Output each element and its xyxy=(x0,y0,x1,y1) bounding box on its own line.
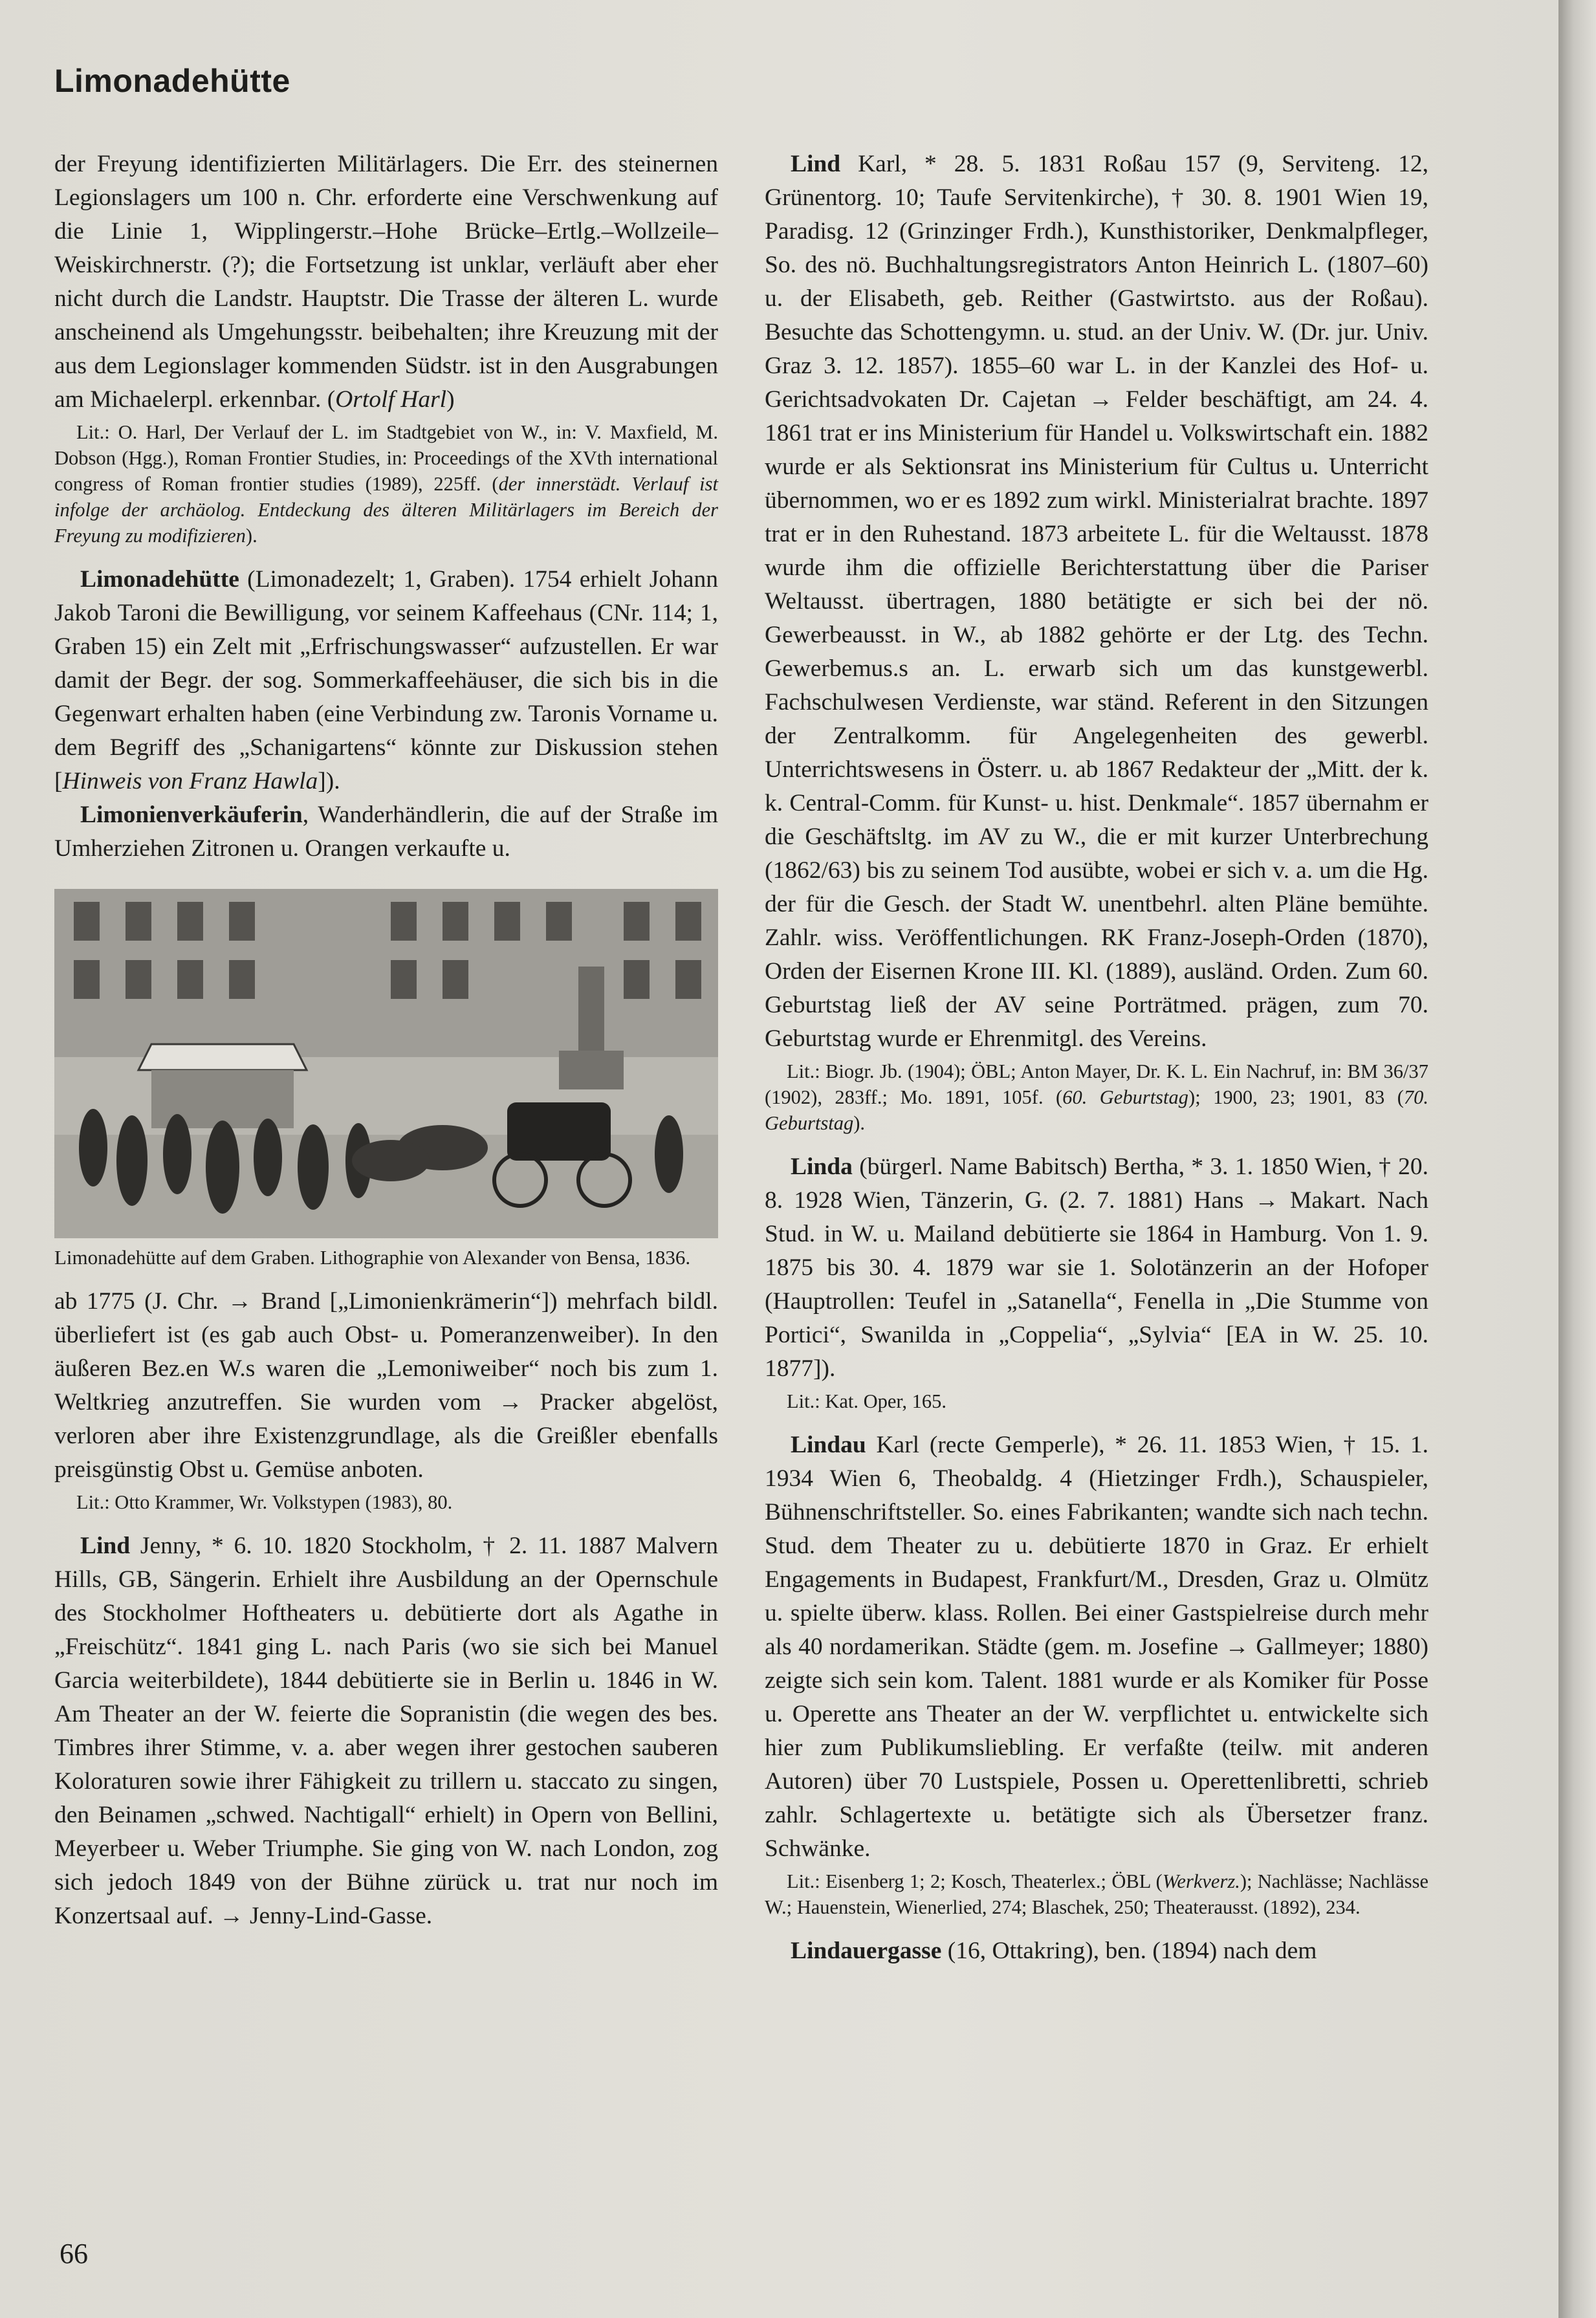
lithograph-figure xyxy=(54,889,718,1271)
hint-note: Hinweis von Franz Hawla xyxy=(62,768,318,794)
entry-headword: Lindau xyxy=(791,1432,866,1458)
running-header: Limonadehütte xyxy=(54,63,290,99)
continuation-text: der Freyung identifizierten Militärlagers. Die Err. des steinernen Legionslagers um 100 n. Chr. erforderte eine Verschwenkung auf die Linie 1, Wipplingerstr.–Hohe Brücke–Ertlg.–Wollzeile–Weiskirchnerstr. (?); die Fortsetzung ist unklar, verläuft aber eher nicht durch die Landstr. Hauptstr. Die Trasse der älteren L. wurde anscheinend als Umgehungsstr. beibehalten; ihre Kreuzung mit der aus dem Legionslager kommenden Südstr. ist in den Ausgrabungen am Michaelerpl. erkennbar. ( xyxy=(54,151,718,413)
left-column xyxy=(54,148,718,1933)
figure-caption: Limonadehütte auf dem Graben. Lithographie von Alexander von Bensa, 1836. xyxy=(54,1246,691,1269)
entry-limonienverkaeuferin-cont: ab 1775 (J. Chr. → Brand [„Limonienkrämerin“]) mehrfach bildl. überliefert ist (es gab auch Obst- u. Pomeranzenweiber). In den äußeren Bez.en W.s waren die „Lemoniweiber“ noch bis zum 1. Weltkrieg anzutreffen. Sie wurden vom → Pracker abgelöst, verloren aber ihre Existenzgrundlage, als die Greißler ebenfalls preisgünstig Obst u. Gemüse anboten. xyxy=(54,1288,718,1483)
entry-limonadehuette: Limonadehütte (Limonadezelt; 1, Graben). 1754 erhielt Johann Jakob Taroni die Bewilligung, vor seinem Kaffeehaus (CNr. 114; 1, Graben 15) ein Zelt mit „Erfrischungswasser“ aufzustellen. Er war damit der Begr. der sog. Sommerkaffeehäuser, die sich bis in die Gegenwart erhalten haben (eine Verbindung zw. Taronis Vorname u. dem Begriff des „Schanigartens“ könnte zur Diskussion stehen [Hinweis von Franz Hawla]). xyxy=(54,566,718,794)
entry-lindauergasse: Lindauergasse (16, Ottakring), ben. (1894) nach dem xyxy=(791,1938,1317,1964)
entry-headword: Linda xyxy=(791,1154,853,1180)
author-signature: Ortolf Harl xyxy=(335,386,447,413)
entry-continuation: der Freyung identifizierten Militärlagers. Die Err. des steinernen Legionslagers um 100 n. Chr. erforderte eine Verschwenkung auf die Linie 1, Wipplingerstr.–Hohe Brücke–Ertlg.–Wollzeile–Weiskirchnerstr. (?); die Fortsetzung ist unklar, verläuft aber eher nicht durch die Landstr. Hauptstr. Die Trasse der älteren L. wurde anscheinend als Umgehungsstr. beibehalten; ihre Kreuzung mit der aus dem Legionslager kommenden Südstr. ist in den Ausgrabungen am Michaelerpl. erkennbar. (Ortolf Harl) xyxy=(54,151,718,413)
literature-reference: Lit.: Biogr. Jb. (1904); ÖBL; Anton Mayer, Dr. K. L. Ein Nachruf, in: BM 36/37 (1902), 283ff.; Mo. 1891, 105f. (60. Geburtstag); 1900, 23; 1901, 83 (70. Geburtstag). xyxy=(765,1060,1428,1134)
literature-reference: Lit.: O. Harl, Der Verlauf der L. im Stadtgebiet von W., in: V. Maxfield, M. Dobson (Hgg.), Roman Frontier Studies, in: Proceedings of the XVth international congress of Roman frontier studies (1989), 225ff. (der innerstädt. Verlauf ist infolge der archäolog. Entdeckung des älteren Militärlagers im Bereich der Freyung zu modifizieren). xyxy=(54,421,718,547)
entry-headword: Lind xyxy=(80,1533,131,1559)
entry-linda: Linda (bürgerl. Name Babitsch) Bertha, * 3. 1. 1850 Wien, † 20. 8. 1928 Wien, Tänzerin, G. (2. 7. 1881) Hans → Makart. Nach Stud. in W. u. Mailand debütierte sie 1864 in Hamburg. Von 1. 9. 1875 bis 30. 4. 1879 war sie 1. Solotänzerin an der Hofoper (Hauptrollen: Teufel in „Satanella“, Fenella in „Die Stumme von Portici“, Swanilda in „Coppelia“, „Sylvia“ [EA in W. 25. 10. 1877]). xyxy=(765,1154,1428,1382)
literature-reference: Lit.: Otto Krammer, Wr. Volkstypen (1983), 80. xyxy=(76,1491,453,1513)
lithograph-image xyxy=(54,889,718,1238)
book-spine-shadow xyxy=(1558,0,1596,2318)
literature-reference: Lit.: Eisenberg 1; 2; Kosch, Theaterlex.; ÖBL (Werkverz.); Nachlässe; Nachlässe W.; Hauenstein, Wienerlied, 274; Blaschek, 250; Theaterausst. (1892), 234. xyxy=(765,1870,1429,1918)
entry-headword: Limonadehütte xyxy=(80,566,239,593)
entry-headword: Limonienverkäuferin xyxy=(80,802,303,828)
entry-headword: Lindauergasse xyxy=(791,1938,942,1964)
entry-headword: Lind xyxy=(791,151,841,177)
right-column xyxy=(765,148,1428,1968)
literature-note: der innerstädt. Verlauf ist infolge der archäolog. Entdeckung des älteren Militärlagers im Bereich der Freyung zu modifizieren xyxy=(54,473,718,547)
entry-limonienverkaeuferin: Limonienverkäuferin, Wanderhändlerin, die auf der Straße im Umherziehen Zitronen u. Orangen verkaufte u. xyxy=(54,802,718,862)
page-number: 66 xyxy=(60,2238,88,2269)
literature-reference: Lit.: Kat. Oper, 165. xyxy=(787,1390,946,1412)
entry-lind-jenny: Lind Jenny, * 6. 10. 1820 Stockholm, † 2. 11. 1887 Malvern Hills, GB, Sängerin. Erhielt ihre Ausbildung an der Opernschule des Stockholmer Hoftheaters u. debütierte dort als Agathe in „Freischütz“. 1841 ging L. nach Paris (wo sie sich bei Manuel Garcia weiterbildete), 1844 debütierte sie in Berlin u. 1846 in W. Am Theater an der W. feierte die Sopranistin (die wegen des bes. Timbres ihrer Stimme, v. a. aber wegen ihrer gestochen sauberen Koloraturen sowie ihrer Fähigkeit zu trillern u. staccato zu singen, den Beinamen „schwed. Nachtigall“ erhielt) in Opern von Bellini, Meyerbeer u. Weber Triumphe. Sie ging von W. nach London, zog sich jedoch 1849 von der Bühne zürück u. trat nur noch im Konzertsaal auf. → Jenny-Lind-Gasse. xyxy=(54,1533,718,1929)
entry-lindau: Lindau Karl (recte Gemperle), * 26. 11. 1853 Wien, † 15. 1. 1934 Wien 6, Theobaldg. 4 (Hietzinger Frdh.), Schauspieler, Bühnenschriftsteller. So. eines Fabrikanten; wandte sich nach techn. Stud. dem Theater zu u. debütierte 1870 in Graz. Er erhielt Engagements in Budapest, Frankfurt/M., Dresden, Graz u. Olmütz u. spielte überw. klass. Rollen. Bei einer Gastspielreise durch mehr als 40 nordamerikan. Städte (gem. m. Josefine → Gallmeyer; 1880) zeigte sich sein kom. Talent. 1881 wurde er als Komiker für Posse u. Operette ans Theater an der W. verpflichtet u. entwickelte sich hier zum Publikumsliebling. Er verfaßte (teilw. mit anderen Autoren) über 70 Lustspiele, Possen u. Operettenlibretti, schrieb zahlr. Schlagertexte u. betätigte sich als Übersetzer franz. Schwänke. xyxy=(765,1432,1428,1862)
entry-lind-karl: Lind Karl, * 28. 5. 1831 Roßau 157 (9, Serviteng. 12, Grünentorg. 10; Taufe Servitenkirche), † 30. 8. 1901 Wien 19, Paradisg. 12 (Grinzinger Frdh.), Kunsthistoriker, Denkmalpfleger, So. des nö. Buchhaltungsregistrators Anton Heinrich L. (1807–60) u. der Elisabeth, geb. Reither (Gastwirtsto. aus der Roßau). Besuchte das Schottengymn. u. stud. an der Univ. W. (Dr. jur. Univ. Graz 3. 12. 1857). 1855–60 war L. in der Kanzlei des Hof- u. Gerichtsadvokaten Dr. Cajetan → Felder beschäftigt, am 24. 4. 1861 trat er ins Ministerium für Handel u. Volkswirtschaft ein. 1882 wurde er als Sektionsrat ins Ministerium für Cultus u. Unterricht übernommen, wo er es 1892 zum wirkl. Ministerialrat brachte. 1897 trat er in den Ruhestand. 1873 arbeitete L. für die Weltausst. 1878 wurde ihm die offizielle Berichterstattung über die Pariser Weltausst. übertragen, 1880 betätigte er sich bei der nö. Gewerbeausst. in W., ab 1882 gehörte er der Ltg. des Techn. Gewerbemus.s an. L. erwarb sich um das kunstgewerbl. Fachschulwesen Verdienste, war ständ. Referent in den Sitzungen der Zentralkomm. für Angelegenheiten des gewerbl. Unterrichtswesens in Österr. u. ab 1867 Redakteur der „Mitt. der k. k. Central-Comm. für Kunst- u. hist. Denkmale“. 1857 übernahm er die Geschäftsltg. im AV zu W., die er mit kurzer Unterbrechung (1862/63) bis zu seinem Tod ausübte, wobei er sich v. a. um die Hg. der für die Gesch. der Stadt W. unentbehrl. alten Pläne bemühte. Zahlr. wiss. Veröffentlichungen. RK Franz-Joseph-Orden (1870), Orden der Eisernen Krone III. Kl. (1889), ausländ. Orden. Zum 60. Geburtstag ließ der AV seine Porträtmed. prägen, zum 70. Geburtstag wurde er Ehrenmitgl. des Vereins. xyxy=(765,151,1428,1052)
